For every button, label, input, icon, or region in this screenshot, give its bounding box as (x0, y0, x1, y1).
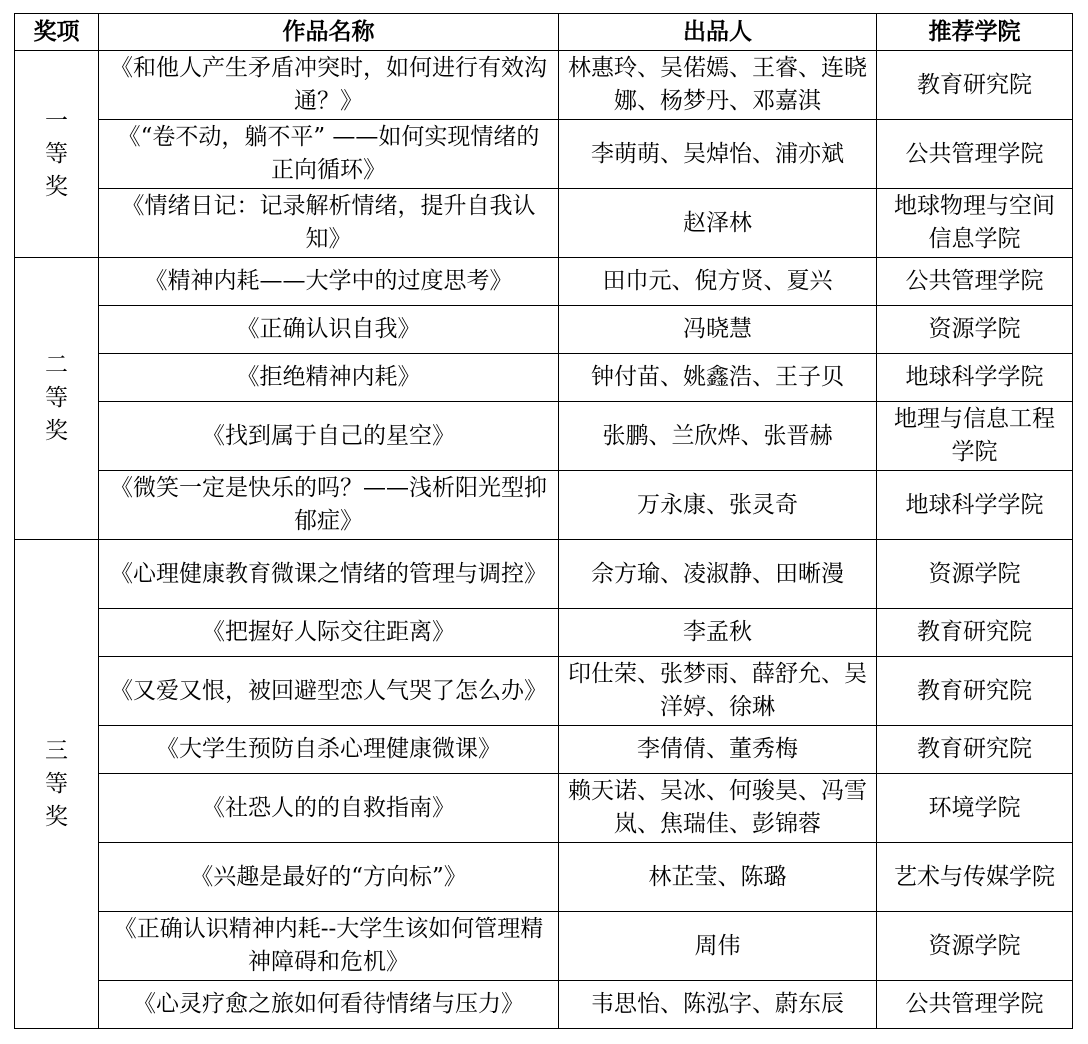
work-title-cell: 《又爱又恨，被回避型恋人气哭了怎么办》 (99, 657, 559, 726)
school-cell: 资源学院 (877, 306, 1073, 354)
school-cell: 教育研究院 (877, 657, 1073, 726)
school-cell: 教育研究院 (877, 609, 1073, 657)
award-level-char: 等 (45, 770, 68, 797)
award-level-char: 奖 (45, 173, 68, 200)
producer-cell: 钟付苗、姚鑫浩、王子贝 (559, 354, 877, 402)
work-title-cell: 《社恐人的的自救指南》 (99, 774, 559, 843)
table-body (15, 51, 1073, 1029)
school-cell: 公共管理学院 (877, 258, 1073, 306)
work-title-cell: 《把握好人际交往距离》 (99, 609, 559, 657)
table-row (15, 354, 1073, 402)
school-cell: 教育研究院 (877, 51, 1073, 120)
award-level-char: 等 (45, 385, 68, 411)
producer-cell: 李萌萌、吴焯怡、浦亦斌 (559, 120, 877, 189)
producer-cell: 万永康、张灵奇 (559, 471, 877, 540)
table-row (15, 726, 1073, 774)
awards-table (14, 13, 1073, 1029)
producer-cell: 李孟秋 (559, 609, 877, 657)
header-school: 推荐学院 (877, 14, 1073, 51)
producer-cell: 韦思怡、陈泓字、蔚东辰 (559, 981, 877, 1029)
school-cell: 公共管理学院 (877, 981, 1073, 1029)
work-title-cell: 《心灵疗愈之旅如何看待情绪与压力》 (99, 981, 559, 1029)
producer-cell: 赖天诺、吴冰、何骏昊、冯雪岚、焦瑞佳、彭锦蓉 (559, 774, 877, 843)
table-row (15, 189, 1073, 258)
producer-cell: 佘方瑜、凌淑静、田晰漫 (559, 540, 877, 609)
award-level-cell (15, 51, 99, 258)
work-title-cell: 《情绪日记：记录解析情绪，提升自我认知》 (99, 189, 559, 258)
header-title: 作品名称 (99, 14, 559, 51)
work-title-cell: 《微笑一定是快乐的吗？——浅析阳光型抑郁症》 (99, 471, 559, 540)
school-cell: 环境学院 (877, 774, 1073, 843)
table-row (15, 609, 1073, 657)
table-row (15, 540, 1073, 609)
table-row (15, 402, 1073, 471)
table-row (15, 912, 1073, 981)
header-producer: 出品人 (559, 14, 877, 51)
award-level-char: 二 (45, 352, 68, 378)
work-title-cell: 《正确认识自我》 (99, 306, 559, 354)
table-row (15, 471, 1073, 540)
school-cell: 地理与信息工程学院 (877, 402, 1073, 471)
school-cell: 地球科学学院 (877, 471, 1073, 540)
table-row (15, 306, 1073, 354)
producer-cell: 印仕荣、张梦雨、薛舒允、吴洋婷、徐琳 (559, 657, 877, 726)
work-title-cell: 《正确认识精神内耗--大学生该如何管理精神障碍和危机》 (99, 912, 559, 981)
table-row (15, 657, 1073, 726)
award-level-char: 奖 (45, 803, 68, 830)
table-row (15, 843, 1073, 912)
work-title-cell: 《心理健康教育微课之情绪的管理与调控》 (99, 540, 559, 609)
school-cell: 资源学院 (877, 540, 1073, 609)
award-level-char: 等 (45, 140, 68, 167)
work-title-cell: 《兴趣是最好的“方向标”》 (99, 843, 559, 912)
school-cell: 艺术与传媒学院 (877, 843, 1073, 912)
table-row (15, 774, 1073, 843)
school-cell: 地球科学学院 (877, 354, 1073, 402)
producer-cell: 林惠玲、吴偌嫣、王睿、连晓娜、杨梦丹、邓嘉淇 (559, 51, 877, 120)
header-level: 奖项 (15, 14, 99, 51)
producer-cell: 林芷莹、陈璐 (559, 843, 877, 912)
award-level-char: 三 (45, 737, 68, 764)
producer-cell: 张鹏、兰欣烨、张晋赫 (559, 402, 877, 471)
work-title-cell: 《找到属于自己的星空》 (99, 402, 559, 471)
table-row (15, 258, 1073, 306)
school-cell: 教育研究院 (877, 726, 1073, 774)
school-cell: 资源学院 (877, 912, 1073, 981)
school-cell: 公共管理学院 (877, 120, 1073, 189)
table-row (15, 51, 1073, 120)
work-title-cell: 《大学生预防自杀心理健康微课》 (99, 726, 559, 774)
school-cell: 地球物理与空间信息学院 (877, 189, 1073, 258)
header-row (15, 14, 1073, 51)
work-title-cell: 《“卷不动，躺不平” ——如何实现情绪的正向循环》 (99, 120, 559, 189)
producer-cell: 冯晓慧 (559, 306, 877, 354)
work-title-cell: 《和他人产生矛盾冲突时，如何进行有效沟通？》 (99, 51, 559, 120)
producer-cell: 李倩倩、董秀梅 (559, 726, 877, 774)
award-level-char: 一 (45, 107, 68, 134)
work-title-cell: 《拒绝精神内耗》 (99, 354, 559, 402)
award-level-cell (15, 540, 99, 1029)
award-level-char: 奖 (45, 418, 68, 444)
producer-cell: 赵泽林 (559, 189, 877, 258)
producer-cell: 田巾元、倪方贤、夏兴 (559, 258, 877, 306)
work-title-cell: 《精神内耗——大学中的过度思考》 (99, 258, 559, 306)
producer-cell: 周伟 (559, 912, 877, 981)
table-row (15, 981, 1073, 1029)
award-level-cell (15, 258, 99, 540)
table-row (15, 120, 1073, 189)
